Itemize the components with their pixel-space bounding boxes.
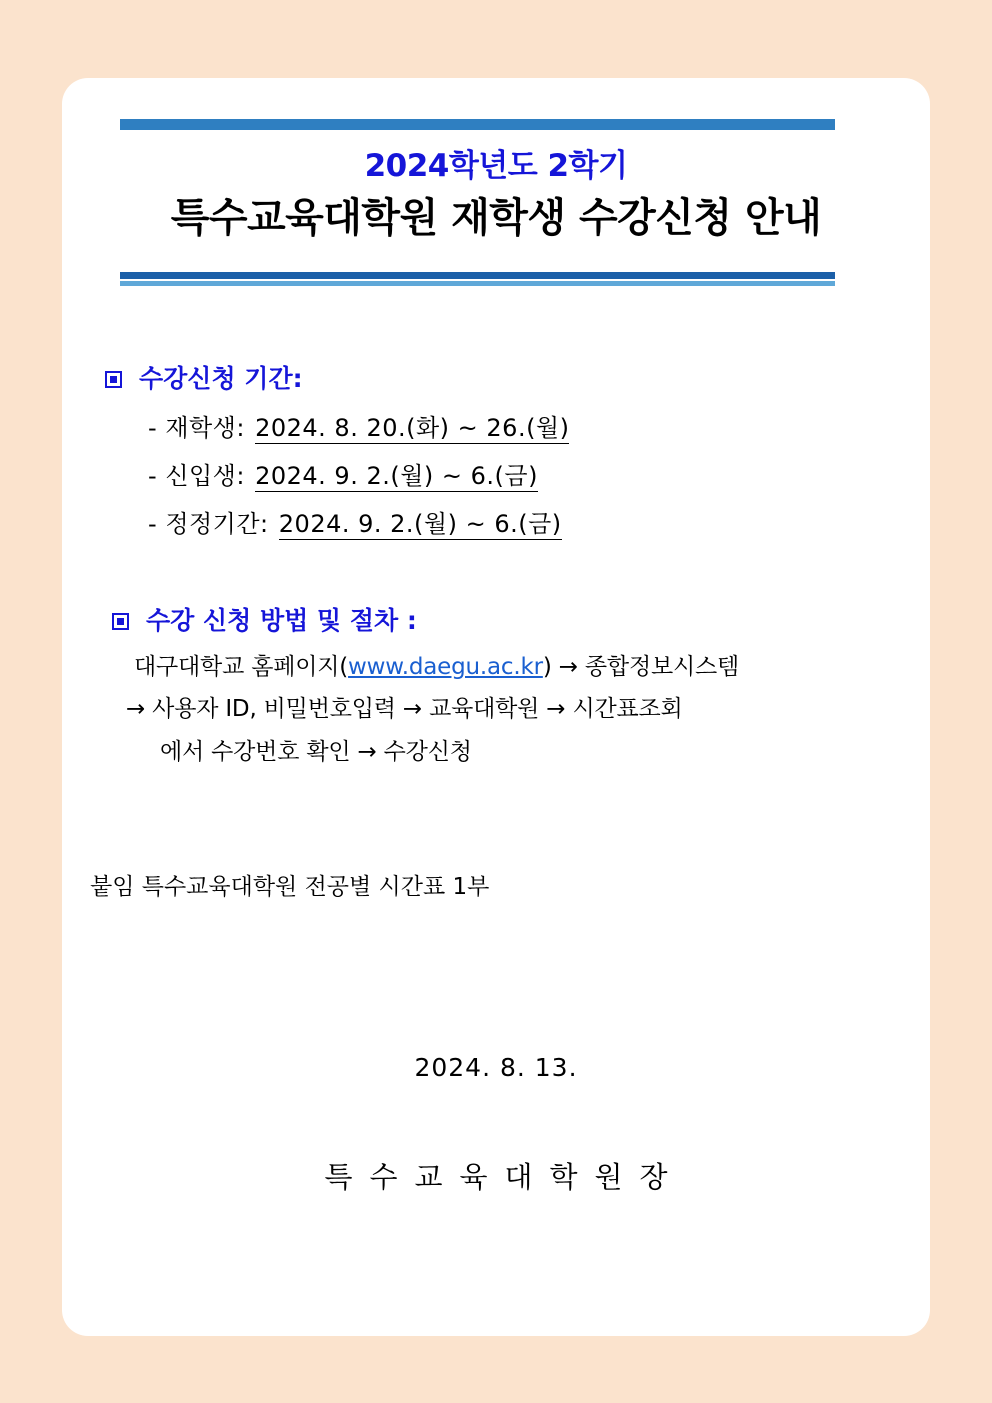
procedure-line-1-prefix: 대구대학교 홈페이지(	[134, 654, 349, 680]
header-rule-top	[120, 119, 835, 130]
document-signer: 특수교육대학원장	[324, 1160, 685, 1194]
period-item-correction-label: 정정기간:	[165, 510, 269, 538]
procedure-line-3: 에서 수강번호 확인 → 수강신청	[160, 739, 472, 765]
procedure-line-2: → 사용자 ID, 비밀번호입력 → 교육대학원 → 시간표조회	[126, 696, 683, 722]
dash-marker: -	[148, 462, 158, 490]
document-page	[62, 78, 930, 1336]
square-bullet-icon	[105, 371, 122, 388]
document-title-line2: 특수교육대학원 재학생 수강신청 안내	[170, 195, 822, 241]
period-item-freshman	[148, 456, 538, 491]
section-heading-period-label: 수강신청 기간:	[139, 364, 303, 393]
university-homepage-link[interactable]: www.daegu.ac.kr	[348, 654, 543, 680]
period-item-correction	[148, 504, 562, 539]
period-item-freshman-value: 2024. 9. 2.(월) ~ 6.(금)	[255, 462, 538, 490]
section-heading-procedure-label: 수강 신청 방법 및 절차 :	[146, 606, 417, 635]
period-item-enrolled-label: 재학생:	[165, 414, 245, 442]
period-item-freshman-label: 신입생:	[165, 462, 245, 490]
period-item-enrolled	[148, 408, 569, 443]
period-item-enrolled-value: 2024. 8. 20.(화) ~ 26.(월)	[255, 414, 570, 442]
document-title-line1: 2024학년도 2학기	[364, 148, 628, 184]
section-heading-procedure	[112, 601, 417, 637]
period-item-correction-value: 2024. 9. 2.(월) ~ 6.(금)	[278, 510, 562, 538]
document-inner	[62, 78, 930, 1336]
attachment-note: 붙임 특수교육대학원 전공별 시간표 1부	[90, 874, 490, 900]
document-date: 2024. 8. 13.	[414, 1053, 578, 1082]
dash-marker: -	[148, 510, 158, 538]
procedure-line-1	[134, 648, 739, 681]
header-rule-bottom-thin	[120, 281, 835, 286]
header-rule-bottom-thick	[120, 272, 835, 279]
dash-marker: -	[148, 414, 158, 442]
section-heading-period	[105, 359, 303, 395]
square-bullet-icon	[112, 613, 129, 630]
procedure-line-1-suffix: ) → 종합정보시스템	[542, 654, 740, 680]
